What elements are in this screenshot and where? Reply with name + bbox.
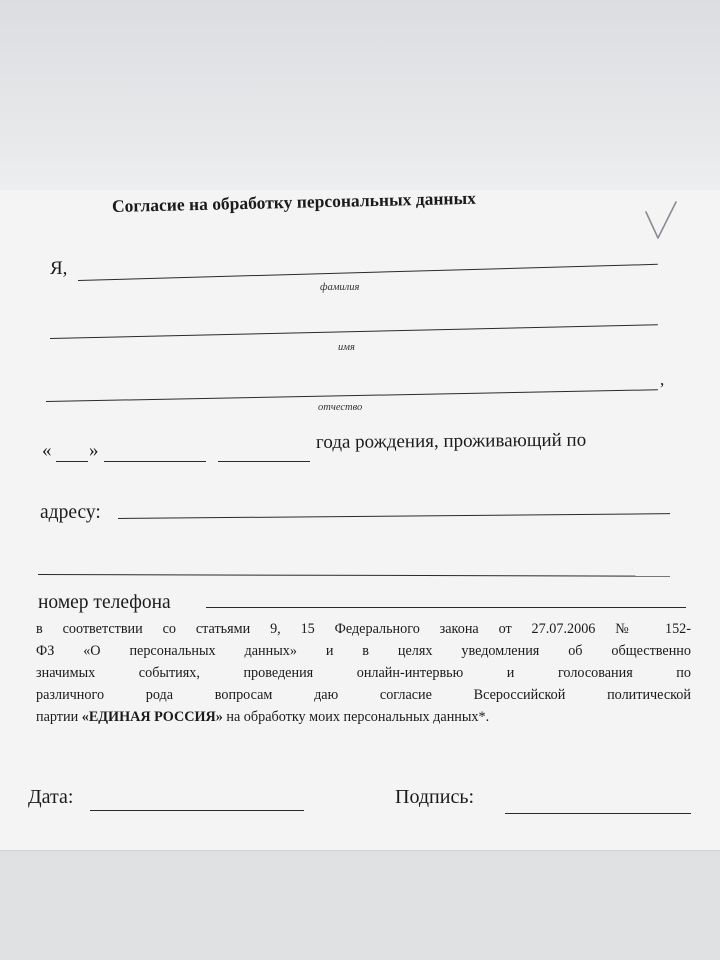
party-name: «ЕДИНАЯ РОССИЯ» bbox=[81, 709, 223, 725]
paragraph-line-5 bbox=[36, 706, 691, 728]
signature-field[interactable] bbox=[505, 813, 691, 814]
photo-background-top bbox=[0, 0, 720, 200]
paragraph-line-5-prefix: партии bbox=[36, 709, 82, 725]
phone-field[interactable] bbox=[206, 607, 686, 608]
paragraph-line-1: в соответствии со статьями 9, 15 Федерального закона от 27.07.2006 № 152- bbox=[36, 621, 691, 637]
paragraph-line-2: ФЗ «О персональных данных» и в целях уведомления об общественно bbox=[36, 643, 691, 659]
birth-day-field[interactable] bbox=[56, 461, 88, 462]
phone-label: номер телефона bbox=[38, 592, 171, 613]
signature-label: Подпись: bbox=[395, 786, 475, 808]
birth-residence-text: года рождения, проживающий по bbox=[315, 429, 587, 453]
date-field[interactable] bbox=[90, 810, 304, 811]
comma-mark: , bbox=[660, 370, 665, 389]
date-label: Дата: bbox=[28, 786, 74, 808]
patronymic-caption: отчество bbox=[318, 402, 363, 413]
birth-month-field[interactable] bbox=[104, 461, 206, 462]
name-caption: имя bbox=[338, 342, 355, 353]
surname-caption: фамилия bbox=[320, 282, 360, 293]
paragraph-line-3: значимых событиях, проведения онлайн-интервью и голосования по bbox=[36, 665, 691, 681]
consent-paragraph bbox=[36, 618, 691, 728]
address-label: адресу: bbox=[40, 502, 101, 523]
i-label: Я, bbox=[50, 258, 68, 279]
form-title: Согласие на обработку персональных данных bbox=[111, 187, 477, 216]
quote-close: » bbox=[89, 440, 99, 461]
consent-form-sheet bbox=[0, 190, 720, 850]
paragraph-line-5-suffix: на обработку моих персональных данных*. bbox=[222, 709, 490, 725]
quote-open: « bbox=[42, 440, 52, 461]
pen-check-mark-icon bbox=[640, 198, 680, 244]
paragraph-line-4: различного рода вопросам даю согласие Всероссийской политической bbox=[36, 687, 691, 703]
photo-background-bottom bbox=[0, 850, 720, 960]
birth-year-field[interactable] bbox=[218, 461, 310, 462]
